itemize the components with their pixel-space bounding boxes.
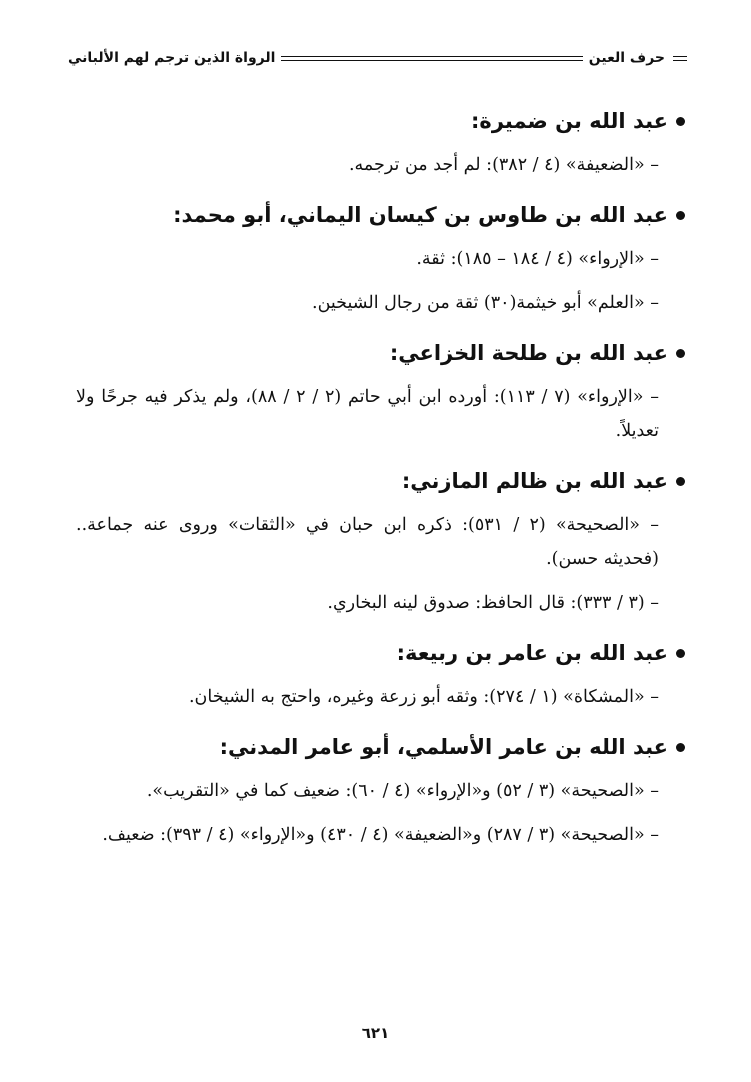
entry-line: – «الصحيحة» (٣ / ٢٨٧) و«الضعيفة» (٤ / ٤٣٠) و«الإرواء» (٤ / ٣٩٣): ضعيف. <box>102 825 659 845</box>
bullet-icon <box>676 743 685 752</box>
narrator-entry <box>76 336 685 448</box>
entry-line: – «الصحيحة» (٢ / ٥٣١): ذكره ابن حبان في «الثقات» وروى عنه جماعة.. (فحديثه حسن). <box>76 515 660 569</box>
narrator-entry <box>76 198 685 320</box>
entry-line: – «العلم» أبو خيثمة(٣٠) ثقة من رجال الشيخين. <box>312 293 659 313</box>
entry-line: – «الضعيفة» (٤ / ٣٨٢): لم أجد من ترجمه. <box>348 155 659 175</box>
book-title: الرواة الذين ترجم لهم الألباني <box>68 50 276 66</box>
bullet-icon <box>676 349 685 358</box>
entry-line: – (٣ / ٣٣٣): قال الحافظ: صدوق لينه البخاري. <box>327 593 659 613</box>
narrator-name: عبد الله بن عامر الأسلمي، أبو عامر المدني: <box>219 735 668 759</box>
entry-heading <box>76 636 685 670</box>
chapter-title: حرف العين <box>588 50 665 66</box>
entry-heading <box>76 104 685 138</box>
narrator-name: عبد الله بن ظالم المازني: <box>401 469 668 493</box>
entry-line: – «الصحيحة» (٣ / ٥٢) و«الإرواء» (٤ / ٦٠): ضعيف كما في «التقريب». <box>146 781 659 801</box>
narrator-name: عبد الله بن ضميرة: <box>471 109 668 133</box>
narrator-name: عبد الله بن طاوس بن كيسان اليماني، أبو محمد: <box>173 203 668 227</box>
header-rule <box>281 56 582 61</box>
entry-heading <box>76 198 685 232</box>
narrator-entry <box>76 636 685 714</box>
bullet-icon <box>676 477 685 486</box>
narrator-name: عبد الله بن عامر بن ربيعة: <box>396 641 668 665</box>
header-rule-lead <box>673 56 687 61</box>
narrator-entry <box>76 730 685 852</box>
entry-line: – «الإرواء» (٧ / ١١٣): أورده ابن أبي حاتم (٢ / ٢ / ٨٨)، ولم يذكر فيه جرحًا ولا تعديلاً. <box>76 387 659 441</box>
page-number: ٦٢١ <box>361 1024 390 1042</box>
bullet-icon <box>676 117 685 126</box>
bullet-icon <box>676 211 685 220</box>
entry-line: – «الإرواء» (٤ / ١٨٤ – ١٨٥): ثقة. <box>416 249 659 269</box>
entry-heading <box>76 730 685 764</box>
entry-line: – «المشكاة» (١ / ٢٧٤): وثقه أبو زرعة وغيره، واحتج به الشيخان. <box>188 687 659 707</box>
entry-heading <box>76 336 685 370</box>
entry-heading <box>76 464 685 498</box>
narrator-entries <box>76 104 685 868</box>
narrator-entry <box>76 104 685 182</box>
running-header <box>68 46 687 70</box>
bullet-icon <box>676 649 685 658</box>
narrator-name: عبد الله بن طلحة الخزاعي: <box>389 341 668 365</box>
narrator-entry <box>76 464 685 620</box>
